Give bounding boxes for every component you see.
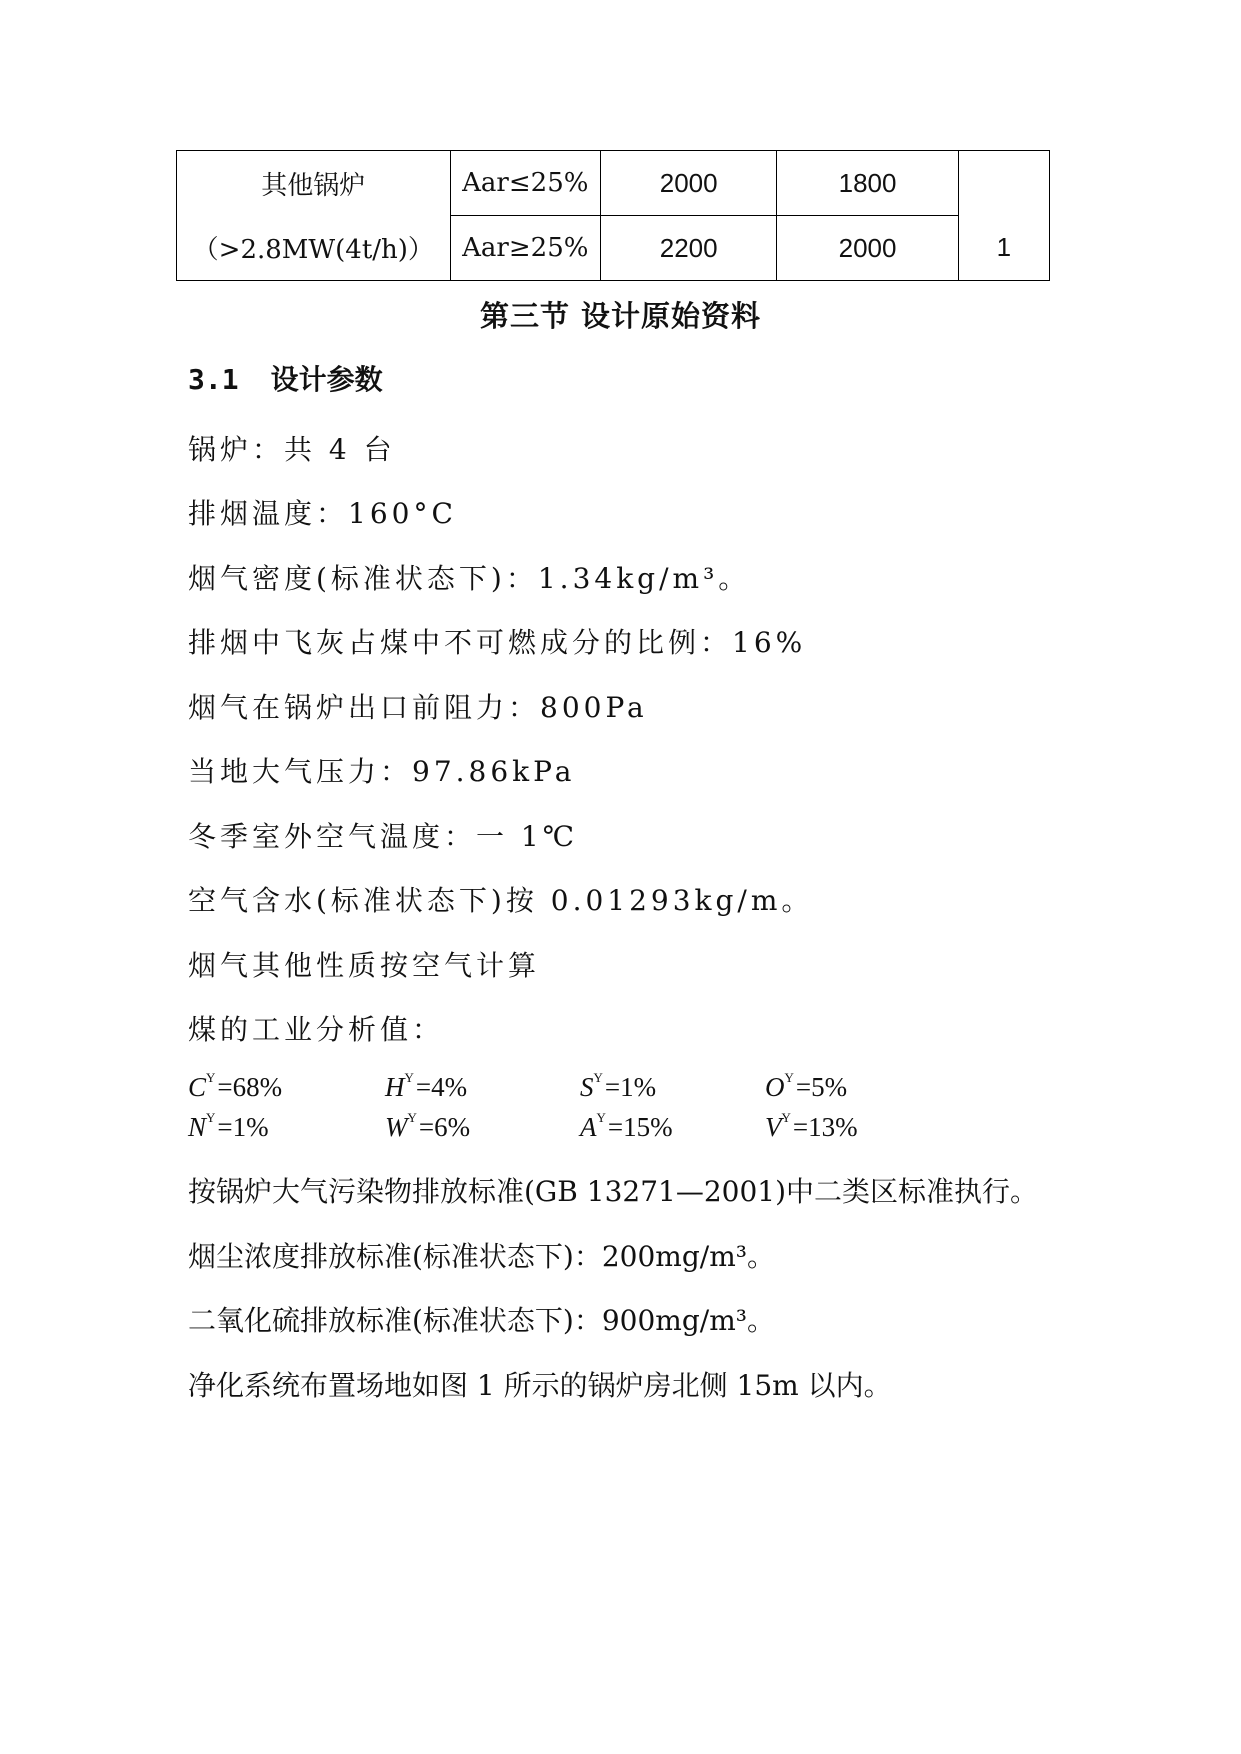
formula-o: $O^Y=5\%$: [765, 1070, 848, 1102]
table-cell: 1800: [777, 151, 958, 216]
param-line: 烟气在锅炉出口前阻力：800Pa: [188, 691, 648, 724]
param-line: 当地大气压力：97.86kPa: [188, 755, 576, 788]
param-line: 烟气密度(标准状态下)：1.34kg/m³。: [188, 562, 751, 595]
table-row: [177, 151, 1050, 216]
table-cell: 1: [958, 216, 1049, 281]
param-line: 空气含水(标准状态下)按 0.01293kg/m。: [188, 884, 814, 917]
table-cell: [958, 151, 1049, 216]
param-line: 锅炉：共 4 台: [188, 433, 396, 466]
param-line: 排烟中飞灰占煤中不可燃成分的比例：16%: [188, 626, 807, 659]
formula-n: $N^Y=1\%$: [188, 1110, 269, 1142]
formula-w: $W^Y=6\%$: [385, 1110, 471, 1142]
standard-line: 烟尘浓度排放标准(标准状态下)：200mg/m³。: [188, 1240, 775, 1273]
subsection-number: 3.1: [188, 363, 239, 396]
table-cell: 2000: [600, 151, 776, 216]
table-cell: （>2.8MW(4t/h)）: [177, 216, 451, 281]
subsection-heading: [188, 358, 383, 398]
standard-line: 净化系统布置场地如图 1 所示的锅炉房北侧 15m 以内。: [188, 1369, 892, 1402]
table-row: [177, 216, 1050, 281]
table-cell: Aar≤25%: [450, 151, 600, 216]
formula-a: $A^Y=15\%$: [580, 1110, 673, 1142]
standard-line: 按锅炉大气污染物排放标准(GB 13271—2001)中二类区标准执行。: [188, 1175, 1039, 1208]
formula-s: $S^Y=1\%$: [580, 1070, 657, 1102]
param-line: 冬季室外空气温度：一 1℃: [188, 820, 579, 853]
table-cell: Aar≥25%: [450, 216, 600, 281]
table-cell: 其他锅炉: [177, 151, 451, 216]
subsection-title: 设计参数: [270, 363, 383, 396]
param-line: 煤的工业分析值：: [188, 1013, 445, 1046]
table-cell: 2200: [600, 216, 776, 281]
standard-line: 二氧化硫排放标准(标准状态下)：900mg/m³。: [188, 1304, 775, 1337]
param-line: 烟气其他性质按空气计算: [188, 949, 541, 982]
param-line: 排烟温度：160°C: [188, 497, 457, 530]
formula-c: $C^Y=68\%$: [188, 1070, 283, 1102]
formula-v: $V^Y=13\%$: [765, 1110, 858, 1142]
section-title: 第三节 设计原始资料: [479, 299, 762, 333]
emission-standard-table: [176, 150, 1050, 281]
formula-h: $H^Y=4\%$: [385, 1070, 468, 1102]
table-cell: 2000: [777, 216, 958, 281]
